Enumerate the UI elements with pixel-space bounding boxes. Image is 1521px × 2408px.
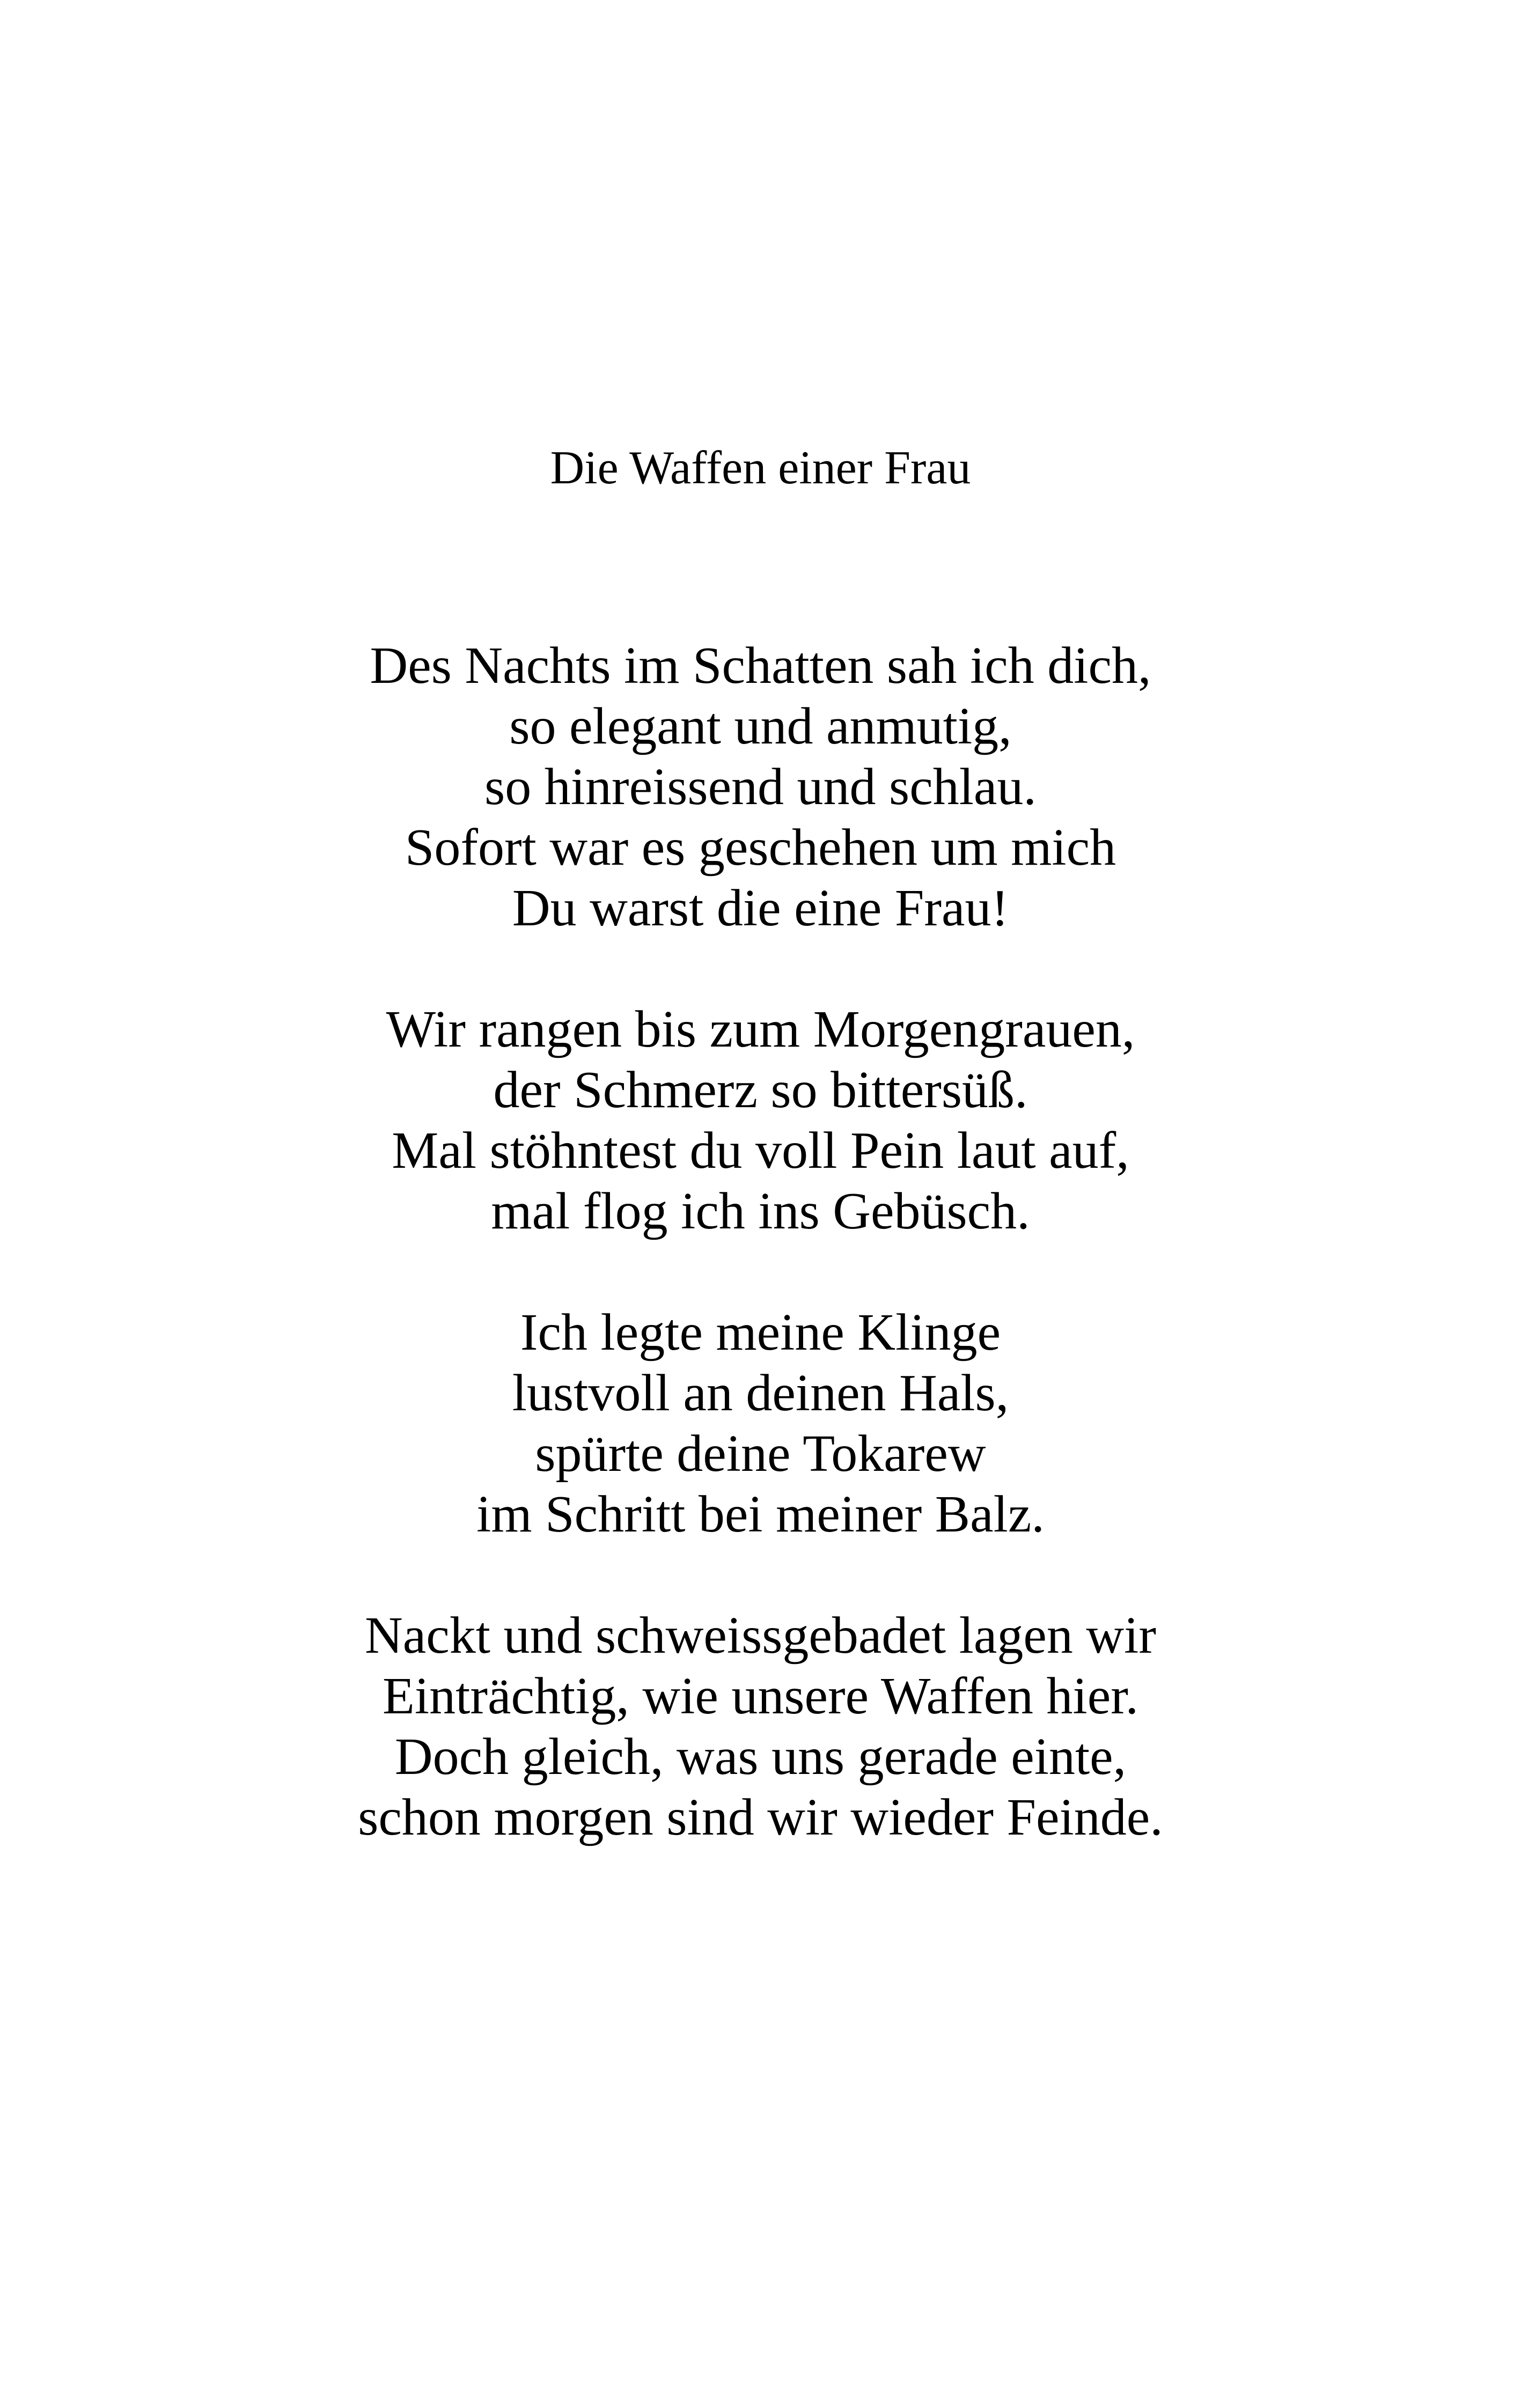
poem-body	[0, 636, 1521, 1909]
poem-line: Mal stöhntest du voll Pein laut auf,	[392, 1122, 1129, 1180]
poem-line: Nackt und schweissgebadet lagen wir	[365, 1607, 1156, 1665]
poem-line: lustvoll an deinen Hals,	[512, 1364, 1009, 1422]
stanza-4	[0, 1606, 1521, 1848]
stanza-3	[0, 1302, 1521, 1545]
stanza-2	[0, 999, 1521, 1242]
poem-line: schon morgen sind wir wieder Feinde.	[358, 1788, 1163, 1846]
poem-title: Die Waffen einer Frau	[550, 442, 971, 494]
poem-line: Doch gleich, was uns gerade einte,	[394, 1728, 1127, 1786]
poem-line: so elegant und anmutig,	[509, 697, 1012, 755]
poem-line: Wir rangen bis zum Morgengrauen,	[386, 1000, 1135, 1058]
poem-line: spürte deine Tokarew	[535, 1425, 986, 1483]
stanza-1	[0, 636, 1521, 939]
poem-line: Sofort war es geschehen um mich	[405, 819, 1116, 877]
poem-line: mal flog ich ins Gebüsch.	[491, 1182, 1030, 1240]
poem-line: so hinreissend und schlau.	[484, 758, 1037, 816]
poem-line: Des Nachts im Schatten sah ich dich,	[370, 637, 1151, 695]
poem-line: Einträchtig, wie unsere Waffen hier.	[383, 1667, 1138, 1725]
poem-line: Ich legte meine Klinge	[520, 1304, 1001, 1361]
poem-line: der Schmerz so bittersüß.	[493, 1061, 1028, 1119]
poem-line: im Schritt bei meiner Balz.	[476, 1485, 1045, 1543]
poem-line: Du warst die eine Frau!	[512, 879, 1009, 937]
